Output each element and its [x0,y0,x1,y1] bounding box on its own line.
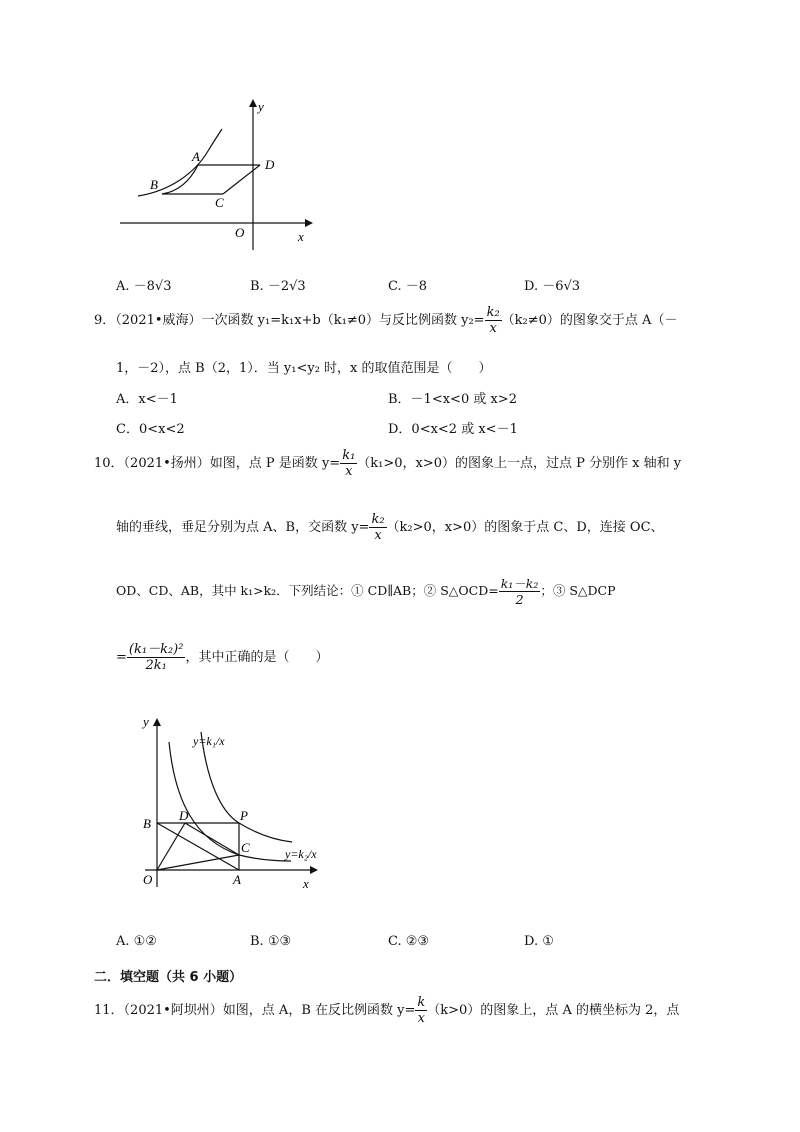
q9-option-a: A．x<－1 [116,392,178,407]
q11-text-1: 11．（2021•阿坝州）如图，点 A，B 在反比例函数 y= [94,1003,416,1018]
segment-od [157,823,185,870]
segment-cd [185,823,239,855]
q10-text-5: OD、CD、AB，其中 k₁>k₂．下列结论：① CD∥AB；② S△OCD= [116,583,499,598]
q10-text-6: ；③ S△DCP [540,583,616,598]
q10-option-b: B. ①③ [250,934,292,949]
q11-fraction: $\frac{k}{x}$ [417,995,426,1026]
q10-fraction-1: $\frac{\text{k₁}}{x}$ [342,448,356,479]
q9-text-1: 9．（2021•威海）一次函数 y₁=k₁x+b（k₁≠0）与反比例函数 y₂= [94,313,485,328]
q10-line-1 [94,448,681,479]
q10-option-a: A. ①② [116,934,157,949]
q9-option-c: C．0<x<2 [116,422,185,437]
q10-text-7: = [116,650,127,665]
x-axis-arrow [310,866,318,874]
label-o: O [143,872,153,887]
q11-line-1 [94,995,679,1026]
q9-fraction: $\frac{\text{k₂}}{x}$ [486,305,500,336]
label-d: D [265,157,275,172]
q10-option-c: C. ②③ [388,934,430,949]
q10-line-3 [116,576,616,607]
section-2-heading: 二．填空题（共 6 小题） [94,970,243,985]
q9-option-d: D．0<x<2 或 x<－1 [388,422,518,437]
label-c: C [215,195,224,210]
q9-line-2: 1，－2），点 B（2，1）．当 y₁<y₂ 时，x 的取值范围是（ ） [116,361,492,376]
q8-option-c: C. －8 [388,279,428,294]
q10-text-4: （k₂>0，x>0）的图象于点 C、D，连接 OC、 [386,520,664,535]
segment-cd [223,165,260,194]
label-o: O [235,225,245,240]
label-c: C [241,840,250,855]
label-y: y [258,99,264,114]
q10-text-3: 轴的垂线，垂足分别为点 A、B，交函数 y= [116,520,370,535]
curve-k1 [201,732,292,842]
q10-fraction-4: $\frac{\text{(k₁－k₂)²}}{\text{2k₁}}$ [128,642,184,673]
q10-text-2: （k₁>0，x>0）的图象上一点，过点 P 分别作 x 轴和 y [357,456,682,471]
label-curve-2: y=k₂/x [285,847,317,861]
label-p: P [240,808,248,823]
label-y: y [143,714,149,729]
q8-option-b: B. －2√3 [250,279,306,294]
q10-line-2 [116,512,664,543]
q8-option-d: D. －6√3 [524,279,581,294]
q10-text-8: ，其中正确的是（ ） [185,650,329,665]
figure-2 [135,712,335,897]
figure-1 [110,95,320,255]
q10-fraction-2: $\frac{\text{k₂}}{x}$ [371,512,385,543]
q8-option-a: A. －8√3 [116,279,172,294]
q11-text-2: （k>0）的图象上，点 A 的横坐标为 2，点 [427,1003,680,1018]
q10-line-4 [116,642,328,673]
label-d: D [179,808,189,823]
q9-text-2: （k₂≠0）的图象交于点 A（－ [501,313,678,328]
label-a: A [192,149,200,164]
x-axis-arrow [305,219,313,227]
label-b: B [150,177,158,192]
label-a: A [233,872,241,887]
q9-option-b: B．－1<x<0 或 x>2 [388,392,517,407]
y-axis-arrow [153,718,161,726]
q9-line-1 [94,305,677,336]
label-b: B [143,816,151,831]
curve-k2 [169,742,291,861]
label-x: x [298,229,304,244]
q10-text-1: 10．（2021•扬州）如图，点 P 是函数 y= [94,456,341,471]
q10-option-d: D. ① [524,934,554,949]
label-curve-1: y=k₁/x [193,734,225,748]
q10-fraction-3: $\frac{\text{k₁－k₂}}{2}$ [500,576,539,607]
label-x: x [303,876,309,891]
y-axis-arrow [249,99,257,107]
